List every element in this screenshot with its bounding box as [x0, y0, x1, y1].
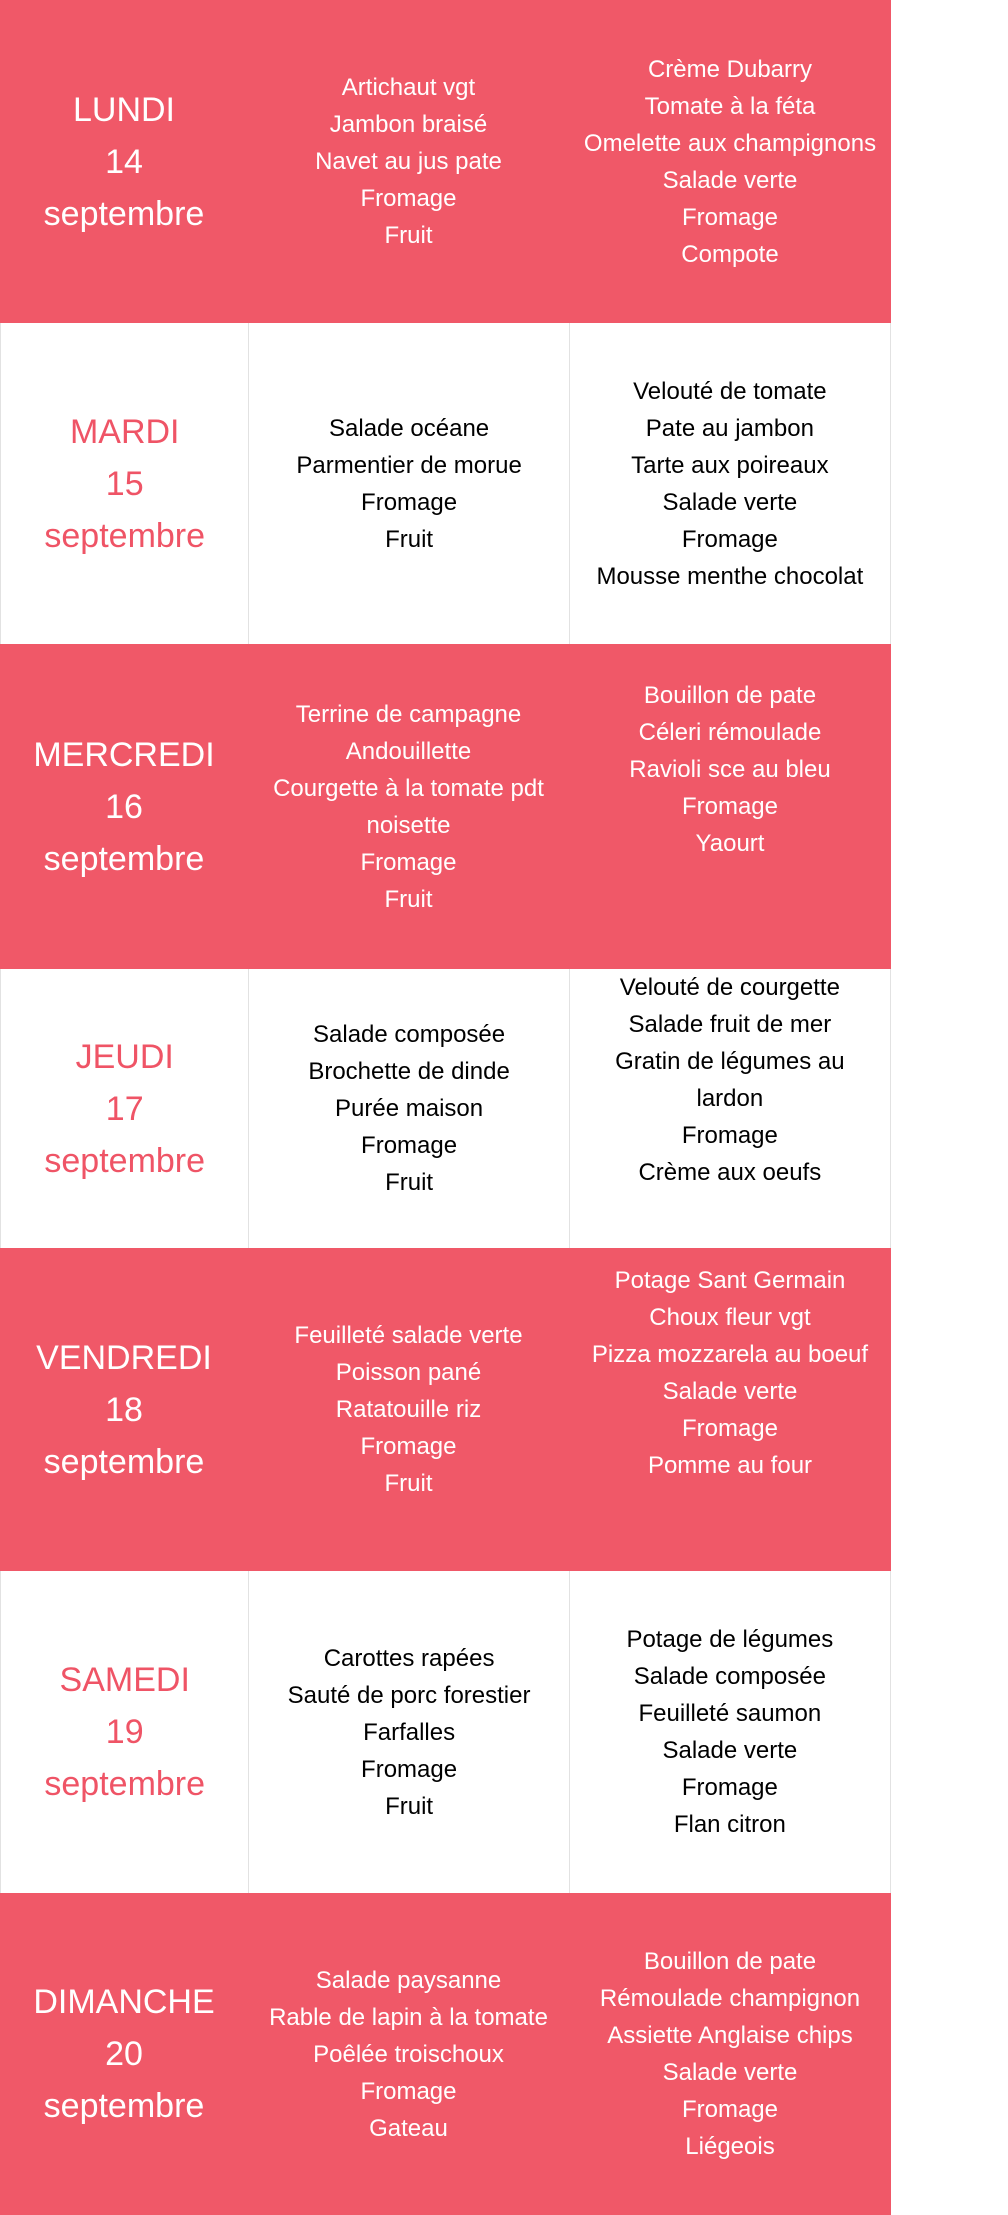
dinner-dish: Salade verte [662, 167, 798, 194]
dinner-dish: Omelette aux champignons [583, 130, 877, 157]
dinner-cell [569, 0, 891, 323]
dinner-dish: Bouillon de pate [643, 682, 817, 709]
dinner-dish: Rémoulade champignon [599, 1985, 861, 2012]
lunch-dish: Salade océane [329, 414, 490, 442]
lunch-dish: Navet au jus pate [315, 148, 502, 175]
day-month: septembre [43, 839, 205, 878]
dinner-dish: Bouillon de pate [643, 1948, 817, 1975]
lunch-dish: Brochette de dinde [308, 1058, 510, 1085]
lunch-dish: Feuilleté salade verte [294, 1322, 523, 1349]
dinner-dish: Assiette Anglaise chips [607, 2022, 853, 2049]
dinner-dish: Mousse menthe chocolat [596, 562, 864, 590]
dinner-dish: Potage Sant Germain [614, 1267, 846, 1294]
lunch-cell [248, 969, 568, 1248]
day-date: 17 [105, 1089, 144, 1128]
lunch-dish: Fromage [361, 488, 458, 516]
dinner-dish: Fromage [681, 525, 778, 553]
dinner-dish: Salade composée [633, 1663, 826, 1690]
dinner-dish: Salade verte [662, 1737, 798, 1764]
lunch-dish: Fromage [360, 2077, 457, 2105]
day-name: LUNDI [72, 90, 176, 129]
lunch-dish: Fromage [360, 185, 457, 212]
lunch-cell [248, 1893, 569, 2215]
dinner-dish: Fromage [681, 204, 779, 231]
dinner-cell [569, 969, 890, 1248]
dinner-dish: Flan citron [673, 1811, 786, 1838]
day-month: septembre [43, 2087, 205, 2125]
lunch-dish: Fruit [384, 885, 433, 913]
lunch-dish: Jambon braisé [329, 111, 488, 138]
day-month: septembre [44, 516, 206, 555]
lunch-dish: Gateau [369, 2114, 448, 2142]
lunch-dish: Fruit [385, 1169, 434, 1196]
day-cell [1, 1571, 248, 1893]
dinner-dish: Choux fleur vgt [649, 1304, 811, 1331]
dinner-dish: Pomme au four [647, 1452, 813, 1479]
dinner-dish: Tomate à la féta [644, 93, 816, 120]
lunch-dish: Fruit [384, 222, 433, 249]
day-name: VENDREDI [36, 1338, 212, 1377]
menu-row-lundi [0, 0, 891, 323]
dinner-dish: Velouté de courgette [619, 974, 840, 1001]
dinner-dish: Pizza mozzarela au boeuf [591, 1341, 869, 1368]
lunch-dish: Fruit [385, 525, 434, 553]
dinner-dish: Gratin de légumes au lardon [615, 1048, 845, 1112]
lunch-dish: Farfalles [363, 1718, 456, 1746]
lunch-dish: Poêlée troischoux [313, 2040, 504, 2068]
lunch-dish: Sauté de porc forestier [287, 1681, 531, 1709]
lunch-dish: Ratatouille riz [335, 1396, 482, 1423]
day-date: 18 [105, 1390, 143, 1429]
menu-row-mercredi [0, 644, 891, 969]
lunch-dish: Fromage [360, 848, 457, 876]
lunch-dish: Artichaut vgt [341, 74, 476, 101]
dinner-dish: Crème aux oeufs [638, 1159, 822, 1186]
day-month: septembre [43, 194, 205, 233]
day-name: MERCREDI [33, 735, 215, 774]
day-cell [0, 644, 248, 969]
dinner-dish: Fromage [681, 2096, 779, 2123]
day-name: JEUDI [75, 1037, 174, 1076]
dinner-dish: Crème Dubarry [647, 56, 813, 83]
lunch-dish: Salade composée [313, 1021, 506, 1048]
menu-row-mardi [0, 323, 891, 644]
day-month: septembre [44, 1141, 206, 1180]
lunch-dish: Fromage [361, 1755, 458, 1783]
day-date: 15 [105, 464, 144, 503]
dinner-dish: Potage de légumes [626, 1626, 834, 1653]
dinner-dish: Salade fruit de mer [628, 1011, 832, 1038]
dinner-dish: Pate au jambon [645, 414, 814, 442]
dinner-dish: Salade verte [662, 1378, 798, 1405]
day-cell [0, 0, 248, 323]
dinner-dish: Ravioli sce au bleu [629, 756, 831, 783]
lunch-cell [248, 644, 569, 969]
day-cell [1, 969, 248, 1248]
dinner-cell [569, 644, 891, 969]
dinner-dish: Tarte aux poireaux [631, 451, 829, 479]
lunch-dish: Parmentier de morue [296, 451, 522, 479]
lunch-dish: Courgette à la tomate pdt noisette [273, 774, 544, 839]
menu-row-dimanche [0, 1893, 891, 2215]
day-date: 14 [105, 142, 143, 181]
dinner-cell [569, 323, 890, 644]
menu-row-jeudi [0, 969, 891, 1248]
dinner-cell [569, 1571, 890, 1893]
lunch-dish: Rable de lapin à la tomate [269, 2003, 548, 2031]
day-cell [0, 1893, 248, 2215]
lunch-dish: Poisson pané [335, 1359, 482, 1386]
day-cell [0, 1248, 248, 1571]
lunch-dish: Terrine de campagne [295, 700, 522, 728]
lunch-dish: Salade paysanne [315, 1966, 502, 1994]
day-cell [1, 323, 248, 644]
lunch-dish: Purée maison [335, 1095, 484, 1122]
dinner-dish: Feuilleté saumon [638, 1700, 822, 1727]
lunch-cell [248, 1571, 568, 1893]
dinner-dish: Yaourt [695, 830, 765, 857]
day-date: 19 [105, 1713, 144, 1751]
lunch-dish: Fromage [360, 1433, 457, 1460]
dinner-dish: Compote [681, 241, 779, 268]
dinner-dish: Fromage [681, 1415, 779, 1442]
dinner-dish: Fromage [681, 793, 779, 820]
lunch-cell [248, 0, 569, 323]
day-name: MARDI [69, 412, 180, 451]
lunch-dish: Fruit [384, 1470, 433, 1497]
dinner-dish: Salade verte [662, 488, 798, 516]
day-month: septembre [43, 1442, 205, 1481]
dinner-cell [569, 1248, 891, 1571]
day-month: septembre [44, 1765, 206, 1803]
day-date: 20 [105, 2035, 143, 2073]
lunch-dish: Fromage [361, 1132, 458, 1159]
lunch-cell [248, 323, 568, 644]
menu-row-samedi [0, 1571, 891, 1893]
dinner-dish: Liégeois [685, 2133, 775, 2160]
day-name: SAMEDI [59, 1661, 190, 1699]
lunch-dish: Carottes rapées [323, 1644, 495, 1672]
lunch-dish: Fruit [385, 1792, 434, 1820]
dinner-dish: Fromage [681, 1122, 778, 1149]
menu-row-vendredi [0, 1248, 891, 1571]
day-name: DIMANCHE [33, 1983, 215, 2021]
lunch-dish: Andouillette [345, 737, 472, 765]
dinner-dish: Céleri rémoulade [638, 719, 822, 746]
dinner-dish: Velouté de tomate [633, 377, 827, 405]
dinner-cell [569, 1893, 891, 2215]
dinner-dish: Fromage [681, 1774, 778, 1801]
lunch-cell [248, 1248, 569, 1571]
dinner-dish: Salade verte [662, 2059, 798, 2086]
day-date: 16 [105, 787, 143, 826]
